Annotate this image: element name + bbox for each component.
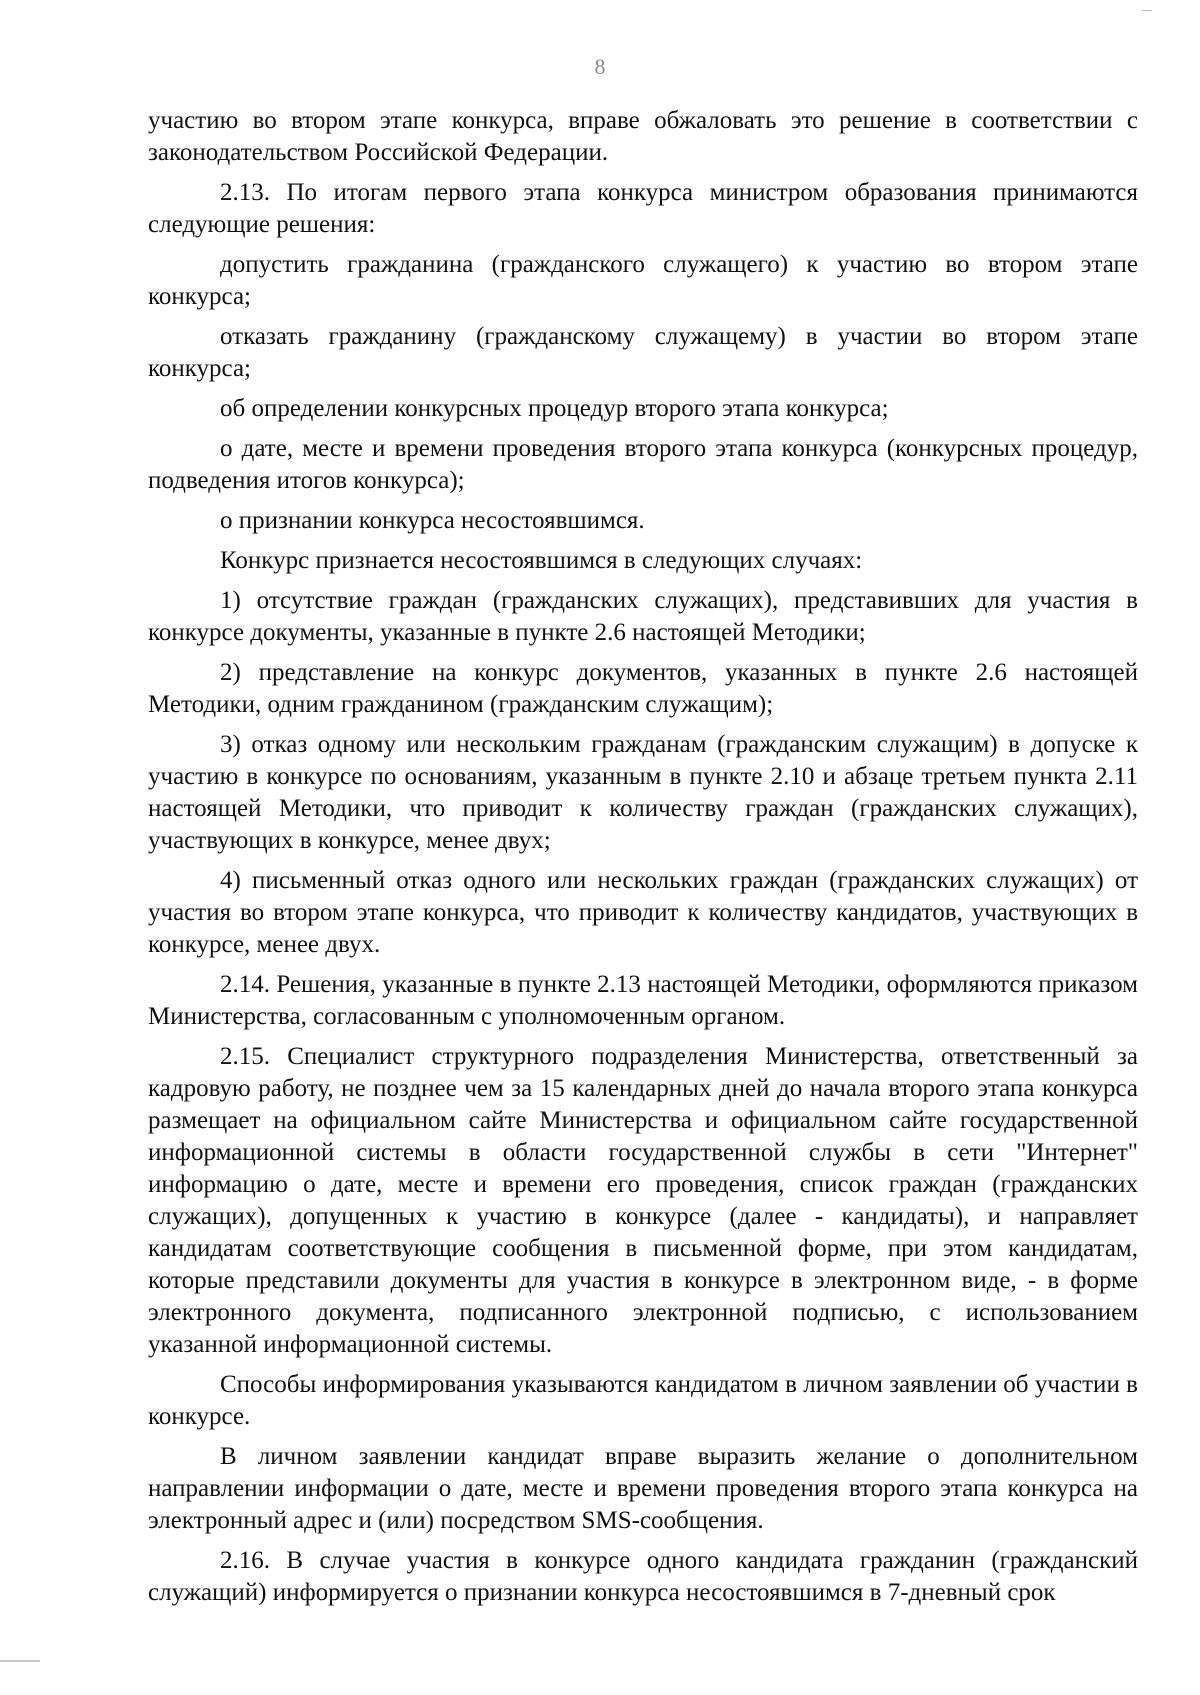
paragraph: о признании конкурса несостоявшимся.: [220, 507, 645, 534]
paragraph: 2.15. Специалист структурного подразделения Министерства, ответственный за кадровую работу, не позднее чем за 15 календарных дней до начала второго этапа конкурса размещает на официальном сайте Министерства и официальном сайте государственной информационной системы в области государственной службы в сети "Интернет" информацию о дате, месте и времени его проведения, список граждан (гражданских служащих), допущенных к участию в конкурсе (далее - кандидаты), и направляет кандидатам соответствующие сообщения в письменной форме, при этом кандидатам, которые представили документы для участия в конкурсе в электронном виде, - в форме электронного документа, подписанного электронной подписью, с использованием указанной информационной системы.: [148, 1043, 1138, 1358]
paragraph: о дате, месте и времени проведения второго этапа конкурса (конкурсных процедур, подведения итогов конкурса);: [148, 435, 1138, 494]
scan-edge-mark: [0, 1660, 40, 1662]
paragraph: 4) письменный отказ одного или нескольких граждан (гражданских служащих) от участия во втором этапе конкурса, что приводит к количеству кандидатов, участвующих в конкурсе, менее двух.: [148, 867, 1138, 958]
paragraph: Способы информирования указываются кандидатом в личном заявлении об участии в конкурсе.: [148, 1371, 1138, 1430]
paragraph: 1) отсутствие граждан (гражданских служащих), представивших для участия в конкурсе документы, указанные в пункте 2.6 настоящей Методики;: [148, 587, 1138, 646]
paragraph: В личном заявлении кандидат вправе выразить желание о дополнительном направлении информации о дате, месте и времени проведения второго этапа конкурса на электронный адрес и (или) посредством SMS-сообщения.: [148, 1443, 1138, 1534]
paragraph: 2) представление на конкурс документов, указанных в пункте 2.6 настоящей Методики, одним гражданином (гражданским служащим);: [148, 659, 1138, 718]
paragraph: Конкурс признается несостоявшимся в следующих случаях:: [220, 547, 863, 574]
paragraph: об определении конкурсных процедур второго этапа конкурса;: [220, 395, 889, 422]
paragraph: отказать гражданину (гражданскому служащему) в участии во втором этапе конкурса;: [148, 323, 1138, 382]
scan-corner-mark: [1142, 10, 1152, 11]
page-number: 8: [594, 54, 606, 79]
paragraph: 3) отказ одному или нескольким гражданам (гражданским служащим) в допуске к участию в конкурсе по основаниям, указанным в пункте 2.10 и абзаце третьем пункта 2.11 настоящей Методики, что приводит к количеству граждан (гражданских служащих), участвующих в конкурсе, менее двух;: [148, 731, 1138, 854]
paragraph: 2.13. По итогам первого этапа конкурса министром образования принимаются следующие решения:: [148, 179, 1138, 238]
paragraph: 2.14. Решения, указанные в пункте 2.13 настоящей Методики, оформляются приказом Министерства, согласованным с уполномоченным органом.: [148, 971, 1138, 1030]
paragraph: 2.16. В случае участия в конкурсе одного кандидата гражданин (гражданский служащий) информируется о признании конкурса несостоявшимся в 7-дневный срок: [148, 1547, 1138, 1606]
paragraph: участию во втором этапе конкурса, вправе обжаловать это решение в соответствии с законодательством Российской Федерации.: [148, 107, 1138, 166]
document-body: [148, 105, 1138, 1617]
paragraph: допустить гражданина (гражданского служащего) к участию во втором этапе конкурса;: [148, 251, 1138, 310]
